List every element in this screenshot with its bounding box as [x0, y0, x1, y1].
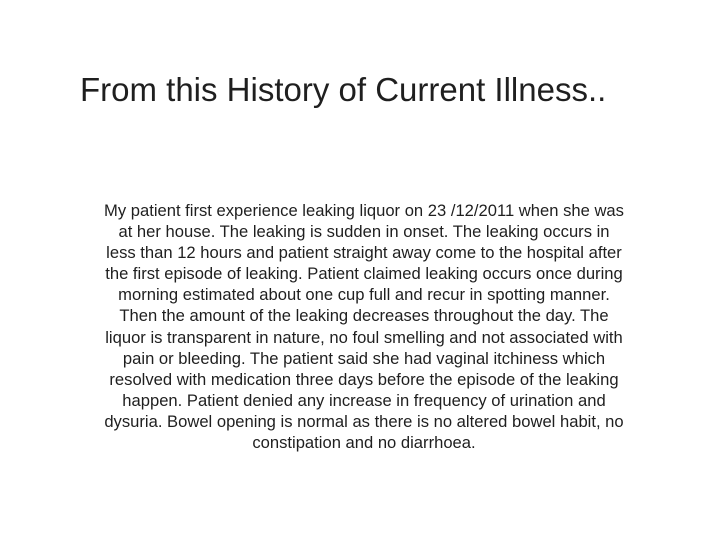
- body-line: at her house. The leaking is sudden in onset. The leaking occurs in: [118, 222, 610, 242]
- body-line: less than 12 hours and patient straight away come to the hospital after: [106, 243, 622, 263]
- body-line: constipation and no diarrhoea.: [252, 433, 476, 453]
- body-line: dysuria. Bowel opening is normal as there is no altered bowel habit, no: [104, 411, 624, 431]
- body-line: Then the amount of the leaking decreases throughout the day. The: [119, 306, 609, 326]
- body-line: My patient first experience leaking liquor on 23 /12/2011 when she was: [104, 201, 624, 220]
- body-line: happen. Patient denied any increase in frequency of urination and: [122, 390, 606, 410]
- body-line: the first episode of leaking. Patient claimed leaking occurs once during: [105, 264, 623, 284]
- body-line: morning estimated about one cup full and recur in spotting manner.: [118, 285, 610, 305]
- body-line: pain or bleeding. The patient said she had vaginal itchiness which: [122, 348, 606, 368]
- slide-body: [62, 200, 666, 453]
- body-line: resolved with medication three days before the episode of the leaking: [109, 369, 619, 389]
- body-line: liquor is transparent in nature, no foul smelling and not associated with: [105, 327, 623, 347]
- slide-title: From this History of Current Illness..: [80, 71, 607, 108]
